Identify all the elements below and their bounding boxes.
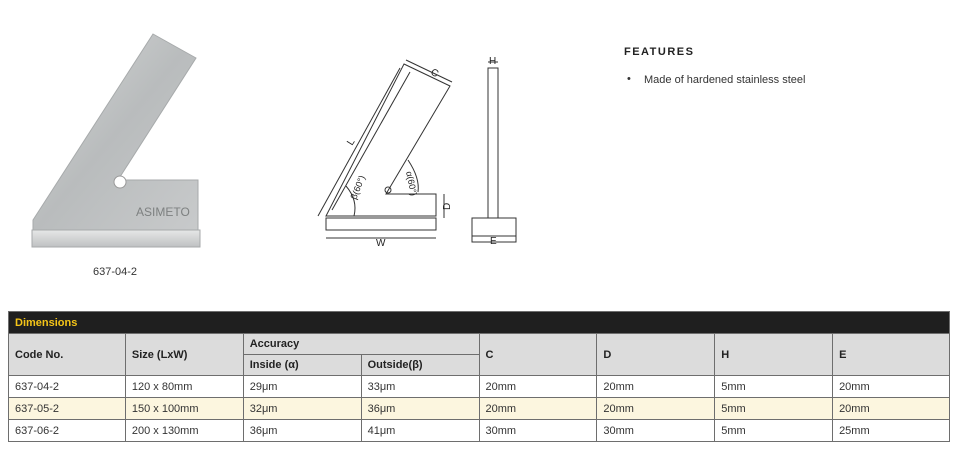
- label-d: D: [442, 202, 453, 210]
- cell-h: 5mm: [715, 398, 833, 420]
- header-code: Code No.: [9, 334, 126, 376]
- cell-d: 20mm: [597, 398, 715, 420]
- cell-inside: 32μm: [243, 398, 361, 420]
- cell-h: 5mm: [715, 420, 833, 442]
- cell-inside: 36μm: [243, 420, 361, 442]
- cell-h: 5mm: [715, 376, 833, 398]
- label-alpha: α(60°): [404, 170, 419, 197]
- table-header-row: [9, 334, 950, 355]
- table-banner-row: [9, 312, 950, 334]
- square-blade: [33, 34, 198, 232]
- table-row: [9, 420, 950, 442]
- cell-e: 25mm: [833, 420, 950, 442]
- cell-size: 120 x 80mm: [125, 376, 243, 398]
- cell-code: 637-04-2: [9, 376, 126, 398]
- cell-size: 150 x 100mm: [125, 398, 243, 420]
- square-base: [32, 230, 200, 247]
- header-h: H: [715, 334, 833, 376]
- cell-outside: 33μm: [361, 376, 479, 398]
- product-photo: [28, 30, 208, 252]
- header-e: E: [833, 334, 950, 376]
- header-c: C: [479, 334, 597, 376]
- features-title: FEATURES: [624, 46, 695, 58]
- label-c: C: [428, 66, 441, 81]
- label-beta: β(60°): [348, 174, 368, 201]
- feature-text: Made of hardened stainless steel: [644, 74, 806, 86]
- technical-drawing: [312, 50, 532, 250]
- table-row: [9, 398, 950, 420]
- header-d: D: [597, 334, 715, 376]
- cell-c: 20mm: [479, 376, 597, 398]
- cell-c: 20mm: [479, 398, 597, 420]
- feature-item: [624, 74, 805, 86]
- dim-line-c: [406, 60, 452, 82]
- side-view-stem: [488, 68, 498, 218]
- header-inside: Inside (α): [243, 355, 361, 376]
- header-outside: Outside(β): [361, 355, 479, 376]
- label-e: E: [490, 236, 497, 247]
- features-section: [624, 46, 805, 86]
- cell-outside: 36μm: [361, 398, 479, 420]
- dimensions-table: [8, 311, 950, 442]
- label-h: H: [489, 56, 497, 67]
- cell-size: 200 x 130mm: [125, 420, 243, 442]
- table-row: [9, 376, 950, 398]
- brand-label: ASIMETO: [136, 205, 190, 219]
- cell-inside: 29μm: [243, 376, 361, 398]
- cell-code: 637-06-2: [9, 420, 126, 442]
- relief-hole: [114, 176, 126, 188]
- blade-inner-edge: [332, 72, 410, 210]
- cell-code: 637-05-2: [9, 398, 126, 420]
- base-outline: [326, 218, 436, 230]
- features-list: [624, 74, 805, 86]
- bullet-icon: •: [627, 73, 631, 85]
- label-w: W: [376, 238, 386, 249]
- cell-d: 20mm: [597, 376, 715, 398]
- cell-c: 30mm: [479, 420, 597, 442]
- table-banner: Dimensions: [9, 312, 950, 334]
- product-code-caption: 637-04-2: [93, 266, 138, 278]
- cell-e: 20mm: [833, 398, 950, 420]
- cell-e: 20mm: [833, 376, 950, 398]
- header-accuracy: Accuracy: [243, 334, 479, 355]
- cell-outside: 41μm: [361, 420, 479, 442]
- label-l: L: [345, 137, 358, 148]
- cell-d: 30mm: [597, 420, 715, 442]
- header-size: Size (LxW): [125, 334, 243, 376]
